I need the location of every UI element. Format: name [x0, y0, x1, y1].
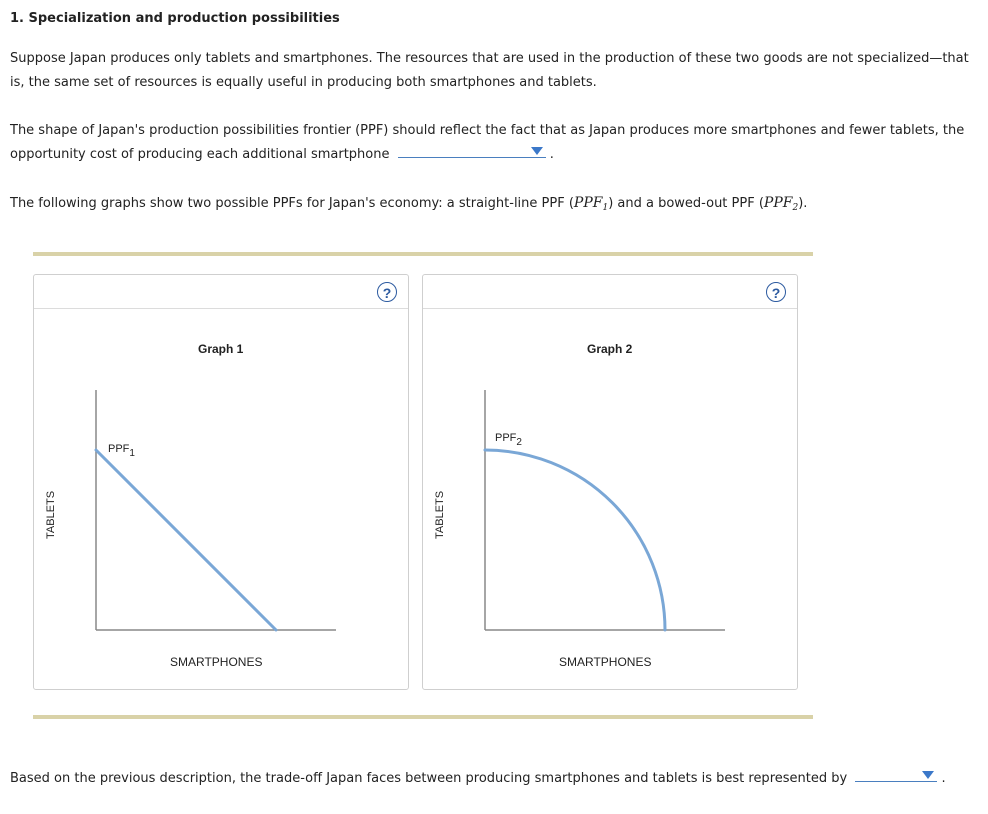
graph1-x-axis-label: SMARTPHONES — [170, 655, 263, 669]
graph2-title: Graph 2 — [587, 342, 633, 356]
ppf1-label: PPF1 — [108, 443, 135, 459]
divider-bottom — [33, 715, 813, 719]
intro-paragraph: Suppose Japan produces only tablets and smartphones. The resources that are used in the production of these two goods are not specialized—that is, the same set of resources is equally useful in producing both smartphones and tablets. — [10, 51, 969, 90]
tradeoff-text: Based on the previous description, the trade-off Japan faces between producing smartphones and tablets is best represented by — [10, 771, 848, 786]
opportunity-cost-dropdown[interactable] — [398, 143, 546, 158]
ppf2-label: PPF2 — [495, 432, 522, 448]
graphs-intro-paragraph — [10, 191, 970, 220]
help-icon[interactable]: ? — [377, 282, 397, 302]
divider-top — [33, 252, 813, 256]
graphs-intro-start: The following graphs show two possible PPFs for Japan's economy: a straight-line PPF ( — [10, 196, 574, 211]
ppf-shape-text-line2: opportunity cost of producing each additional smartphone — [10, 147, 390, 162]
graph1-panel — [33, 274, 409, 690]
chevron-down-icon — [531, 147, 543, 155]
help-icon[interactable]: ? — [766, 282, 786, 302]
graph1-title: Graph 1 — [198, 342, 244, 356]
ppf2-curve — [485, 450, 665, 630]
ppf2-symbol: $PPF_2$ — [763, 195, 799, 213]
graph2-y-axis-label: TABLETS — [434, 490, 446, 539]
graph1-y-axis-label: TABLETS — [45, 490, 57, 539]
tradeoff-period: . — [941, 771, 946, 786]
graph2-x-axis-label: SMARTPHONES — [559, 655, 652, 669]
tradeoff-dropdown[interactable] — [855, 767, 937, 782]
chevron-down-icon — [922, 771, 934, 779]
ppf-shape-paragraph — [10, 119, 970, 167]
graph2-panel — [422, 274, 798, 690]
ppf1-curve — [96, 450, 276, 630]
question-title: 1. Specialization and production possibilities — [10, 11, 340, 26]
ppf-shape-text-line1: The shape of Japan's production possibilities frontier (PPF) should reflect the fact that as Japan produces more smartphones and fewer tablets, the — [10, 123, 965, 138]
ppf-shape-period: . — [549, 147, 554, 162]
graph1-plot — [34, 275, 408, 689]
ppf1-symbol: $PPF_1$ — [573, 195, 609, 213]
graphs-intro-end: ). — [798, 196, 808, 211]
graph2-plot — [423, 275, 797, 689]
graphs-intro-mid: ) and a bowed-out PPF ( — [608, 196, 764, 211]
tradeoff-paragraph — [10, 767, 970, 791]
